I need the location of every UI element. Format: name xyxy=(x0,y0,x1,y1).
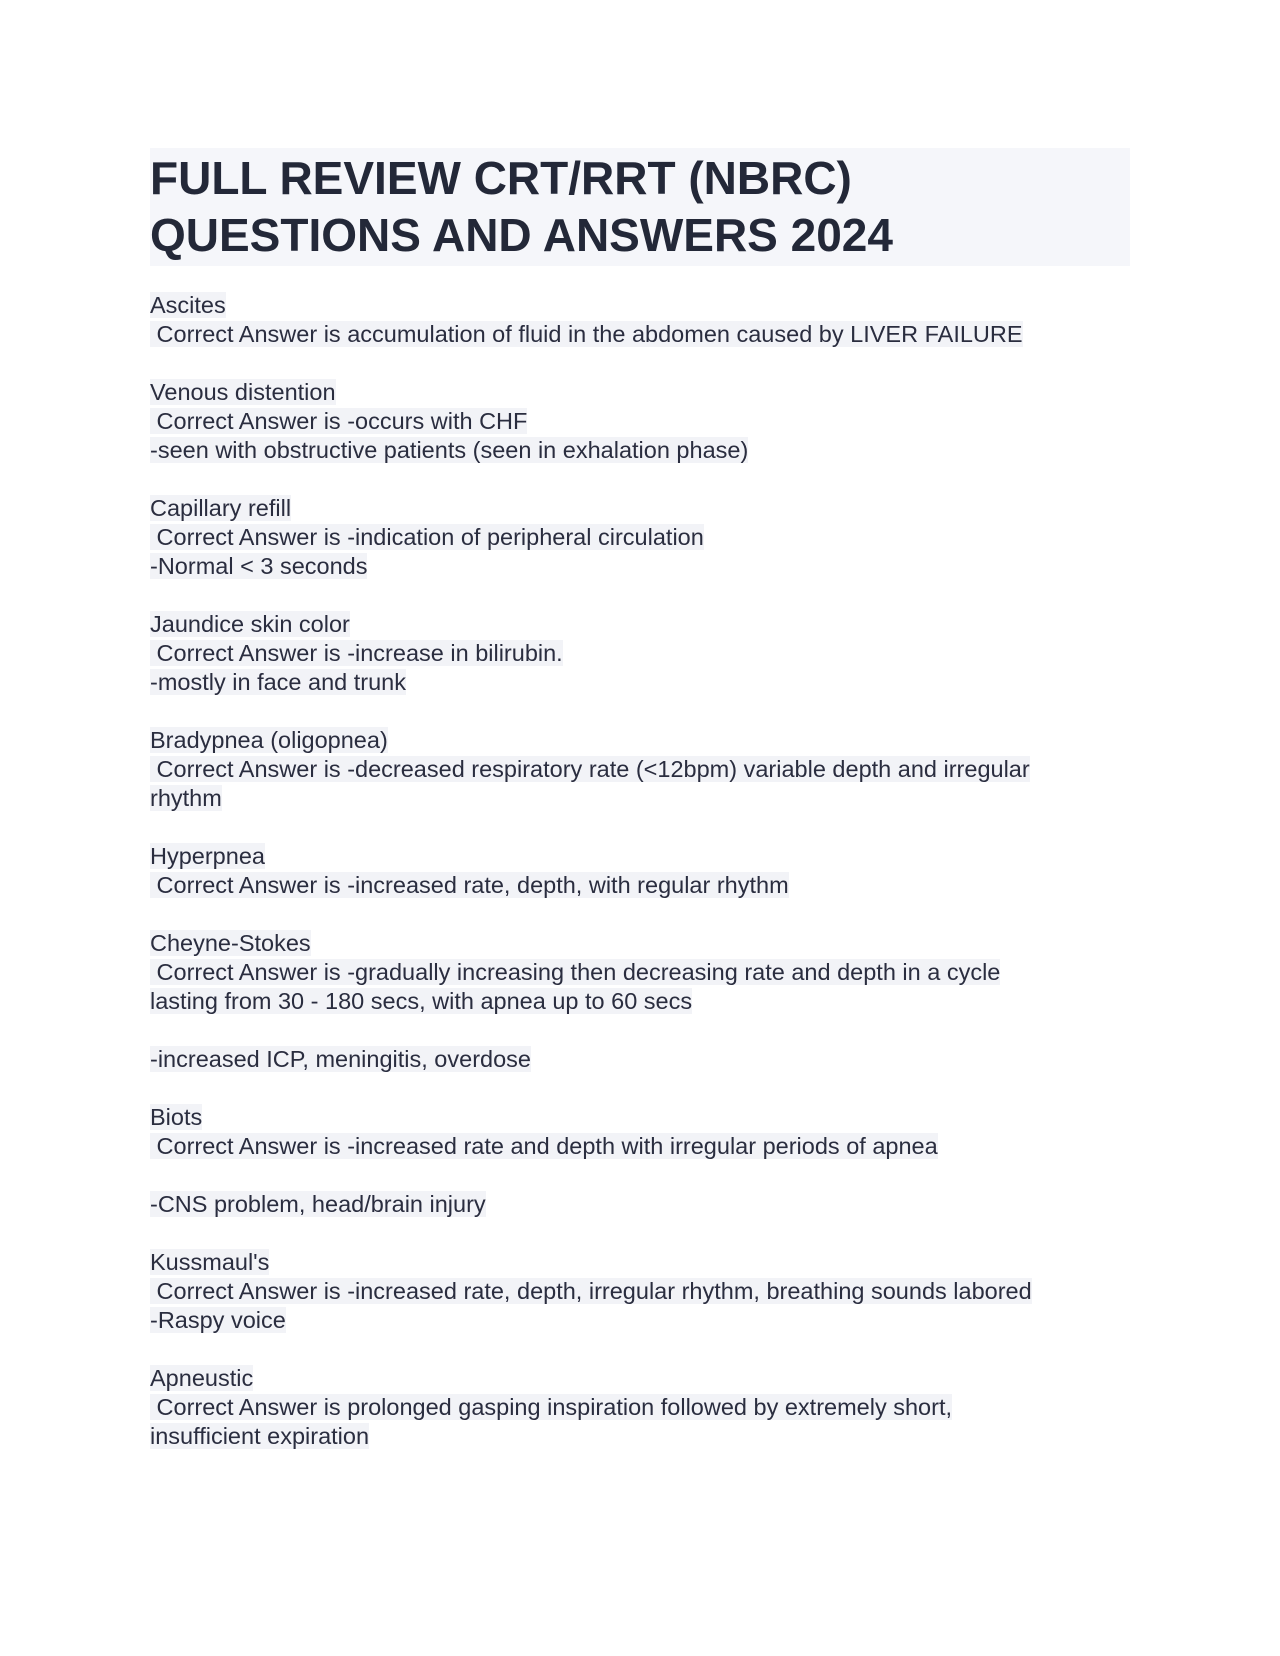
qa-list xyxy=(150,291,1130,1451)
answer-text: Correct Answer is -increased rate and depth with irregular periods of apnea xyxy=(150,1133,938,1159)
answer-text: Correct Answer is -increased rate, depth, with regular rhythm xyxy=(150,872,789,898)
qa-entry-biots xyxy=(150,1103,1130,1161)
answer-text: Correct Answer is prolonged gasping inspiration followed by extremely short, xyxy=(150,1394,953,1420)
answer-extra: -Raspy voice xyxy=(150,1307,286,1333)
qa-entry-venous-distention xyxy=(150,378,1130,465)
qa-note-biots xyxy=(150,1190,1130,1219)
question-term: Cheyne-Stokes xyxy=(150,930,311,956)
note-text: -CNS problem, head/brain injury xyxy=(150,1191,486,1217)
answer-extra: -seen with obstructive patients (seen in exhalation phase) xyxy=(150,437,749,463)
qa-entry-cheyne-stokes xyxy=(150,929,1130,1016)
qa-entry-hyperpnea xyxy=(150,842,1130,900)
answer-text: Correct Answer is -increased rate, depth, irregular rhythm, breathing sounds labored xyxy=(150,1278,1032,1304)
question-term: Jaundice skin color xyxy=(150,611,350,637)
answer-text: Correct Answer is -decreased respiratory rate (<12bpm) variable depth and irregular xyxy=(150,756,1030,782)
answer-extra: lasting from 30 - 180 secs, with apnea up to 60 secs xyxy=(150,988,693,1014)
qa-entry-ascites xyxy=(150,291,1130,349)
answer-extra: rhythm xyxy=(150,785,222,811)
answer-extra: insufficient expiration xyxy=(150,1423,370,1449)
qa-entry-bradypnea xyxy=(150,726,1130,813)
note-text: -increased ICP, meningitis, overdose xyxy=(150,1046,531,1072)
question-term: Venous distention xyxy=(150,379,336,405)
question-term: Ascites xyxy=(150,292,226,318)
answer-extra: -mostly in face and trunk xyxy=(150,669,406,695)
question-term: Kussmaul's xyxy=(150,1249,270,1275)
question-term: Capillary refill xyxy=(150,495,292,521)
answer-text: Correct Answer is -gradually increasing then decreasing rate and depth in a cycle xyxy=(150,959,1001,985)
answer-extra: -Normal < 3 seconds xyxy=(150,553,368,579)
qa-entry-kussmauls xyxy=(150,1248,1130,1335)
answer-text: Correct Answer is -increase in bilirubin. xyxy=(150,640,563,666)
document-page xyxy=(150,148,1130,1480)
answer-text: Correct Answer is -indication of peripheral circulation xyxy=(150,524,704,550)
qa-entry-capillary-refill xyxy=(150,494,1130,581)
answer-text: Correct Answer is accumulation of fluid in the abdomen caused by LIVER FAILURE xyxy=(150,321,1023,347)
question-term: Biots xyxy=(150,1104,203,1130)
question-term: Bradypnea (oligopnea) xyxy=(150,727,388,753)
document-title xyxy=(150,148,1130,266)
title-line-2: QUESTIONS AND ANSWERS 2024 xyxy=(150,209,893,261)
answer-text: Correct Answer is -occurs with CHF xyxy=(150,408,528,434)
question-term: Apneustic xyxy=(150,1365,254,1391)
qa-note-cheyne-stokes xyxy=(150,1045,1130,1074)
qa-entry-jaundice xyxy=(150,610,1130,697)
question-term: Hyperpnea xyxy=(150,843,265,869)
qa-entry-apneustic xyxy=(150,1364,1130,1451)
title-line-1: FULL REVIEW CRT/RRT (NBRC) xyxy=(150,152,852,204)
